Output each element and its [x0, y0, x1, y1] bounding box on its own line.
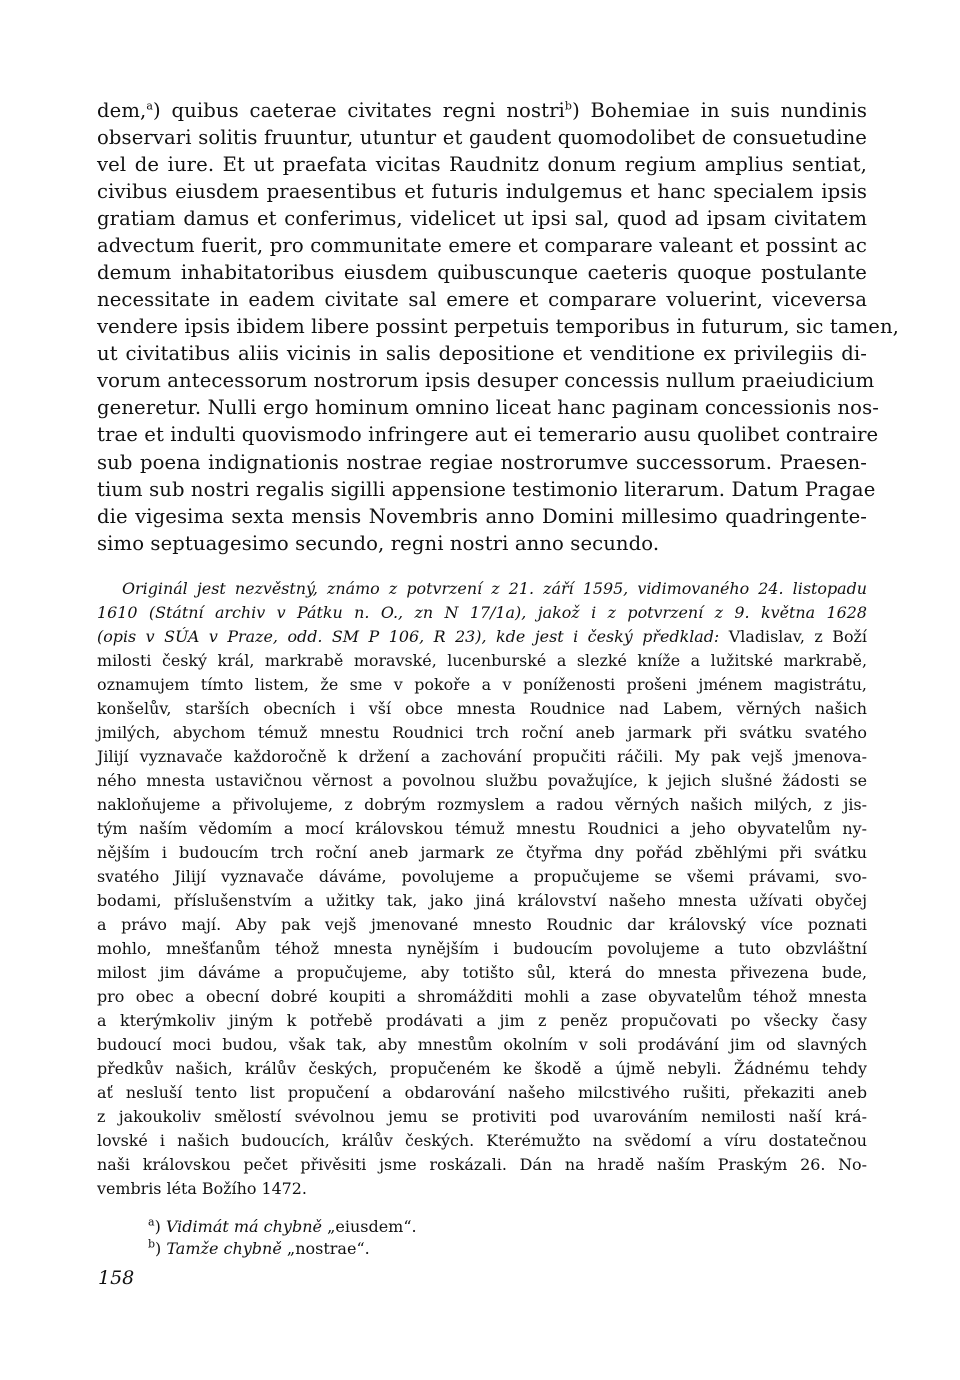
body-line: vorum antecessorum nostrorum ipsis desuper concessis nullum praeiudicium — [97, 369, 875, 392]
note-line: z jakoukoliv smělostí svévolnou jemu se protiviti pod uvarováním nemilosti naší krá- — [97, 1107, 867, 1126]
note-line: jmilých, abychom témuž mnestu Roudnici trch roční aneb jarmark při svátku svatého — [97, 723, 867, 742]
footnote-a: $^a$) Vidimát má chybně „eiusdem“. — [148, 1215, 417, 1236]
note-line: (opis v SÚA v Praze, odd. SM P 106, R 23), kde jest i český předklad: Vladislav, z Boží — [97, 627, 867, 646]
note-line: milosti český král, markrabě moravské, lucenburské a slezké kníže a lužitské markrabě, — [97, 651, 867, 670]
body-line: observari solitis fruuntur, utuntur et gaudent quomodolibet de consuetudine — [97, 126, 867, 149]
note-line: budoucí moci budou, však tak, aby mnestům okolním v soli prodávání jim od slavných — [97, 1035, 867, 1054]
note-line: pro obec a obecní dobré koupiti a shromážditi mohli a zase obyvatelům téhož mnesta — [97, 987, 867, 1006]
note-line: nějším i budoucím trch roční aneb jarmark ze čtyřma dny pořád zběhlými při svátku — [97, 843, 867, 862]
footnote-b: $^b$) Tamže chybně „nostrae“. — [148, 1237, 370, 1258]
note-line: naši královskou pečet přivěsiti jsme roskázali. Dán na hradě naším Praským 26. No- — [97, 1155, 867, 1174]
note-line: tým naším vědomím a mocí královskou témuž mnestu Roudnici a jeho obyvatelům ny- — [97, 819, 867, 838]
note-line: oznamujem tímto listem, že sme v pokoře a v poníženosti prošeni jménem magistrátu, — [97, 675, 867, 694]
note-line: Jilijí vyznavače každoročně k držení a zachování propučiti ráčili. My pak vejš jmenova- — [97, 747, 867, 766]
note-line: mohlo, mnešťanům téhož mnesta nynějším i budoucím povolujeme a tuto obzvláštní — [97, 939, 867, 958]
body-line: simo septuagesimo secundo, regni nostri anno secundo. — [97, 532, 660, 555]
note-line: ať nesluší tento list propučení a obdarování našeho milcstivého rušiti, překaziti aneb — [97, 1083, 867, 1102]
page-number: 158 — [98, 1267, 135, 1289]
body-line: sub poena indignationis nostrae regiae nostrorumve successorum. Praesen- — [97, 451, 867, 474]
note-line: předkův našich, králův českých, propučeném ke škodě a újmě nebyli. Žádnému tehdy — [97, 1059, 867, 1078]
note-line: lovské i našich budoucích, králův českých. Kterémužto na svědomí a víru dostatečnou — [97, 1131, 867, 1150]
note-line: a právo mají. Aby pak vejš jmenované mnesto Roudnic dar královský více poznati — [97, 915, 867, 934]
note-line: vembris léta Božího 1472. — [97, 1179, 307, 1198]
body-line: ut civitatibus aliis vicinis in salis depositione et venditione ex privilegiis di- — [97, 342, 867, 365]
body-line: tium sub nostri regalis sigilli appensione testimonio literarum. Datum Pragae — [97, 478, 876, 501]
body-line: generetur. Nulli ergo hominum omnino liceat hanc paginam concessionis nos- — [97, 396, 879, 419]
note-line: bodami, příslušenstvím a užitky tak, jako jiná království našeho mnesta užívati obyčej — [97, 891, 867, 910]
body-line: demum inhabitatoribus eiusdem quibuscunque caeteris quoque postulante — [97, 261, 867, 284]
body-line: civibus eiusdem praesentibus et futuris indulgemus et hanc specialem ipsis — [97, 180, 867, 203]
body-line: vel de iure. Et ut praefata vicitas Raudnitz donum regium amplius sentiat, — [97, 153, 867, 176]
note-line: 1610 (Státní archiv v Pátku n. O., zn N 17/1a), jakož i z potvrzení z 9. května 1628 — [97, 603, 867, 622]
note-line: nakloňujeme a přivolujeme, z dobrým rozmyslem a radou věrných našich milých, z jis- — [97, 795, 867, 814]
note-line: ného mnesta ustavičnou věrnost a povolnou službu považujíce, k jejich slušné žádosti se — [97, 771, 867, 790]
body-line: gratiam damus et conferimus, videlicet ut ipsi sal, quod ad ipsam civitatem — [97, 207, 867, 230]
note-line: Originál jest nezvěstný, známo z potvrzení z 21. září 1595, vidimovaného 24. listopadu — [122, 579, 867, 598]
body-line: necessitate in eadem civitate sal emere et comparare voluerint, viceversa — [97, 288, 867, 311]
note-line: a kterýmkoliv jiným k potřebě prodávati a jim z peněz propučovati po všecky časy — [97, 1011, 867, 1030]
body-line: advectum fuerit, pro communitate emere et comparare valeant et possint ac — [97, 234, 867, 257]
body-line: trae et indulti quovismodo infringere aut ei temerario ausu quolibet contraire — [97, 423, 879, 446]
body-line: die vigesima sexta mensis Novembris anno Domini millesimo quadringente- — [97, 505, 867, 528]
body-line: vendere ipsis ibidem libere possint perpetuis temporibus in futurum, sic tamen, — [97, 315, 900, 338]
note-line: milost jim dáváme a propučujeme, aby totišto sůl, která do mnesta přivezena bude, — [97, 963, 867, 982]
note-line: svatého Jilijí vyznavače dáváme, povolujeme a propučujeme se všemi právami, svo- — [97, 867, 867, 886]
body-line: dem,$^a$) quibus caeterae civitates regni nostri$^b$) Bohemiae in suis nundinis — [97, 99, 868, 122]
note-line: konšelův, starších obecních i vší obce mnesta Roudnice nad Labem, věrných našich — [97, 699, 867, 718]
